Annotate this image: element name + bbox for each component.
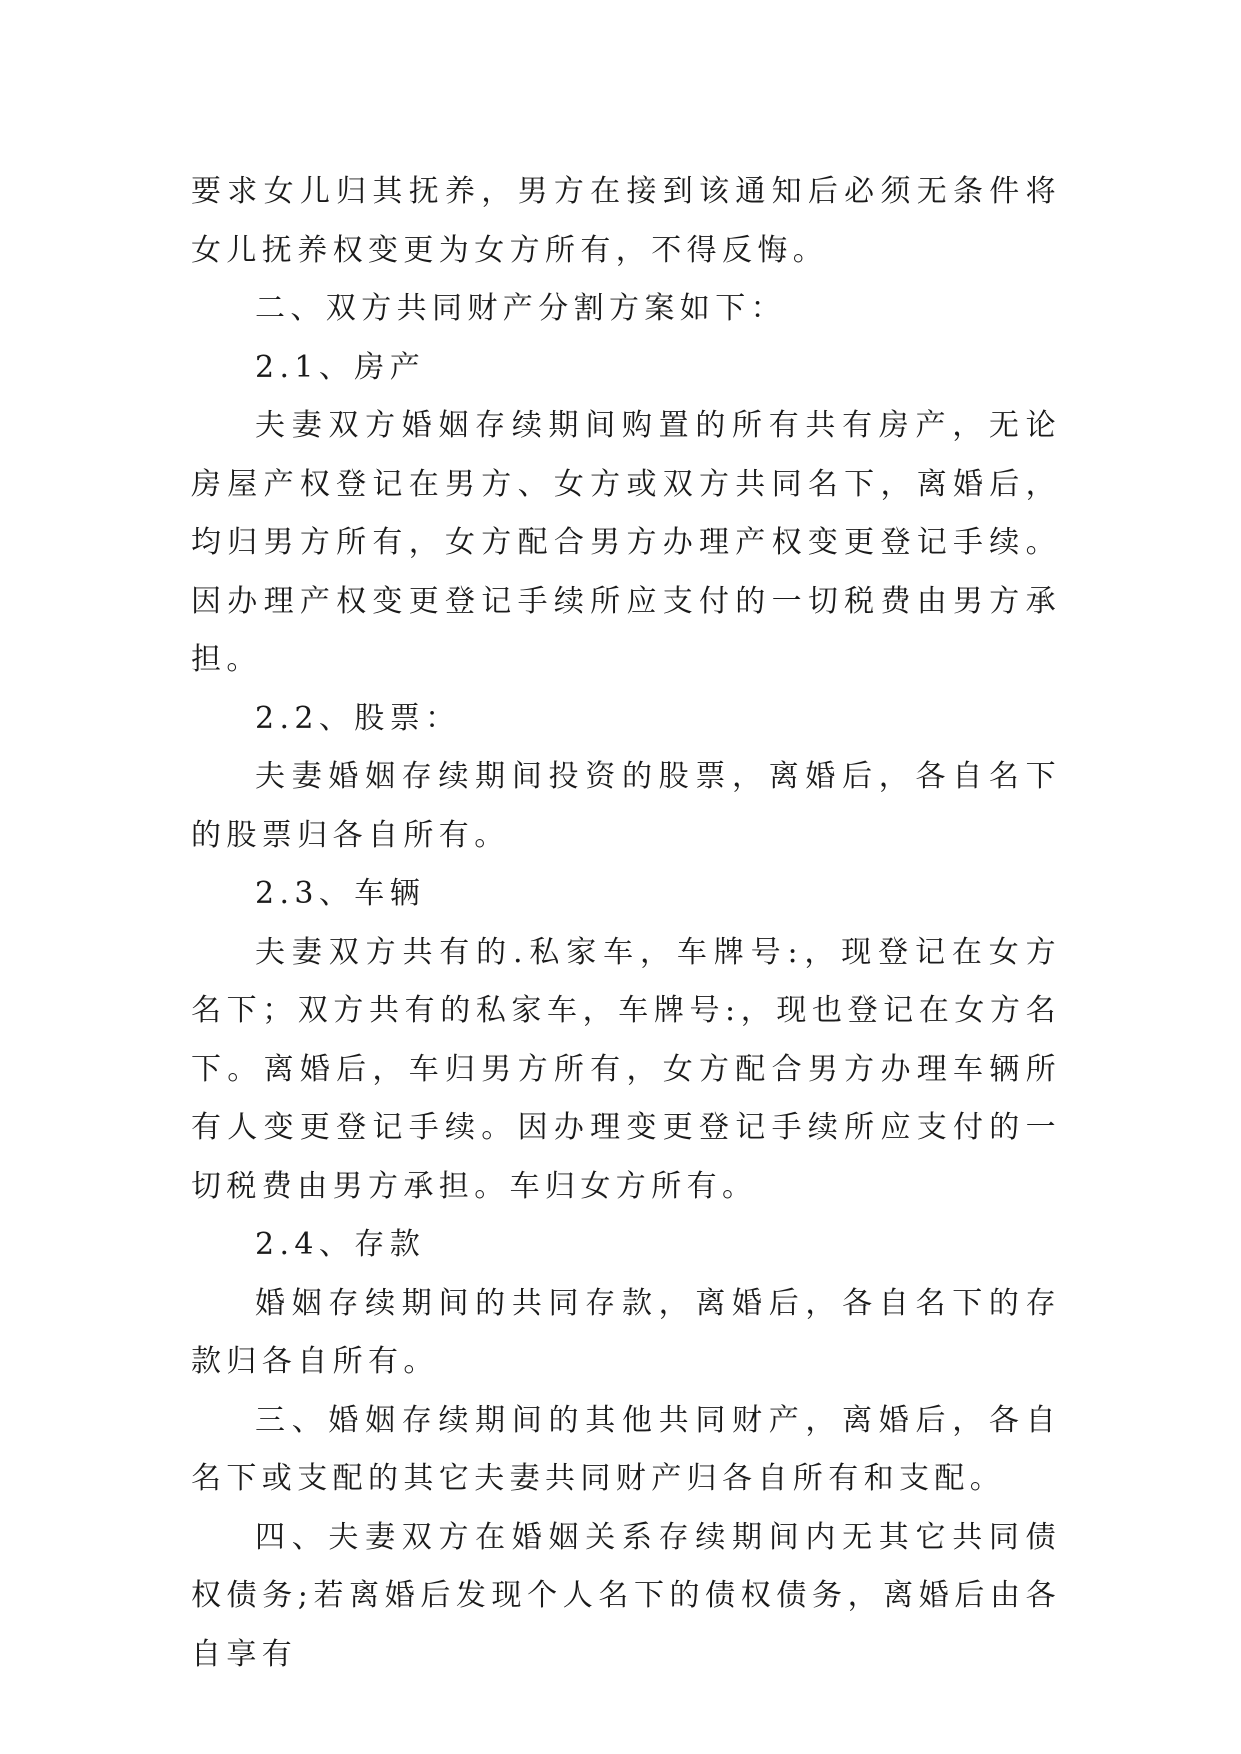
- document-body: [191, 163, 1061, 1684]
- paragraph-real-estate: 夫妻双方婚姻存续期间购置的所有共有房产，无论房屋产权登记在男方、女方或双方共同名下，离婚后，均归男方所有，女方配合男方办理产权变更登记手续。因办理产权变更登记手续所应支付的一切税费由男方承担。: [191, 408, 1061, 677]
- heading-stocks: 2.2、股票：: [255, 700, 461, 736]
- paragraph-child-custody-end: 要求女儿归其抚养，男方在接到该通知后必须无条件将女儿抚养权变更为女方所有，不得反悔。: [191, 174, 1061, 268]
- paragraph-stocks: 夫妻婚姻存续期间投资的股票，离婚后，各自名下的股票归各自所有。: [191, 759, 1061, 853]
- heading-vehicles: 2.3、车辆: [255, 876, 426, 911]
- heading-savings: 2.4、存款: [255, 1227, 426, 1262]
- paragraph-other-property: 三、婚姻存续期间的其他共同财产，离婚后，各自名下或支配的其它夫妻共同财产归各自所有和支配。: [191, 1402, 1061, 1496]
- paragraph-savings: 婚姻存续期间的共同存款，离婚后，各自名下的存款归各自所有。: [191, 1285, 1061, 1379]
- paragraph-vehicles: 夫妻双方共有的.私家车，车牌号:，现登记在女方名下；双方共有的私家车，车牌号:，现也登记在女方名下。离婚后，车归男方所有，女方配合男方办理车辆所有人变更登记手续。因办理变更登记手续所应支付的一切税费由男方承担。车归女方所有。: [191, 934, 1061, 1204]
- heading-property-division: 二、双方共同财产分割方案如下：: [255, 291, 786, 326]
- heading-real-estate: 2.1、房产: [255, 349, 426, 385]
- paragraph-debts: 四、夫妻双方在婚姻关系存续期间内无其它共同债权债务;若离婚后发现个人名下的债权债务，离婚后由各自享有: [191, 1519, 1061, 1672]
